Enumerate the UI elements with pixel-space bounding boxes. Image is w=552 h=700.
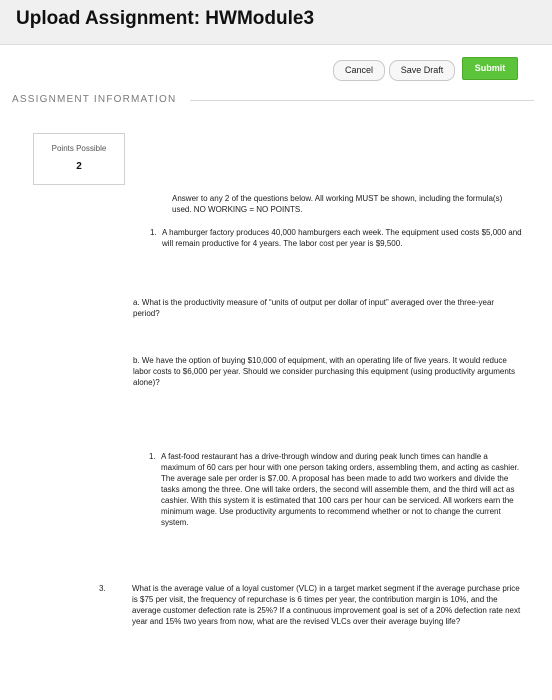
- page-title: Upload Assignment: HWModule3: [16, 8, 315, 29]
- question-1b-text: b. We have the option of buying $10,000 of equipment, with an operating life of five years. It would reduce labor costs to $6,000 per year. Should we consider purchasing this equipment (using productivity arguments alone)?: [133, 356, 515, 387]
- question-2-number: 1.: [149, 452, 156, 461]
- question-1a-text: a. What is the productivity measure of “units of output per dollar of input” averaged over the three-year period?: [133, 298, 495, 318]
- points-possible-value: 2: [76, 161, 82, 172]
- header-bar: [0, 0, 552, 45]
- save-draft-button[interactable]: Save Draft: [389, 60, 455, 81]
- question-3-number: 3.: [99, 584, 106, 593]
- question-2-text: A fast-food restaurant has a drive-through window and during peak lunch times can handle a maximum of 60 cars per hour with one person taking orders, assembling them, and acting as cashier. The average sale per order is $7.00. A proposal has been made to add two workers and divide the tasks among the three. One will take orders, the second will assemble them, and the third will act as cashier. With this system it is estimated that 100 cars per hour can be serviced. All workers earn the minimum wage. Use productivity arguments to recommend whether or not to change the current system.: [161, 452, 519, 527]
- points-possible-box: [33, 133, 125, 185]
- question-1-number: 1.: [150, 228, 157, 237]
- section-divider: [190, 100, 534, 101]
- section-heading: ASSIGNMENT INFORMATION: [12, 94, 177, 105]
- submit-button[interactable]: Submit: [462, 57, 518, 80]
- points-possible-label: Points Possible: [51, 144, 107, 153]
- question-1-text: A hamburger factory produces 40,000 hamburgers each week. The equipment used costs $5,000 and will remain productive for 4 years. The labor cost per year is $9,500.: [162, 228, 522, 248]
- question-3-text: What is the average value of a loyal customer (VLC) in a target market segment if the average purchase price is $75 per visit, the frequency of repurchase is 6 times per year, the contribution margin is 10%, and the average customer defection rate is 25%? If a continuous improvement goal is set of a 20% defection rate next year and 15% two years from now, what are the revised VLCs over their average buying life?: [132, 584, 521, 626]
- instructions-text: Answer to any 2 of the questions below. All working MUST be shown, including the formula(s) used. NO WORKING = NO POINTS.: [172, 194, 503, 214]
- cancel-button[interactable]: Cancel: [333, 60, 385, 81]
